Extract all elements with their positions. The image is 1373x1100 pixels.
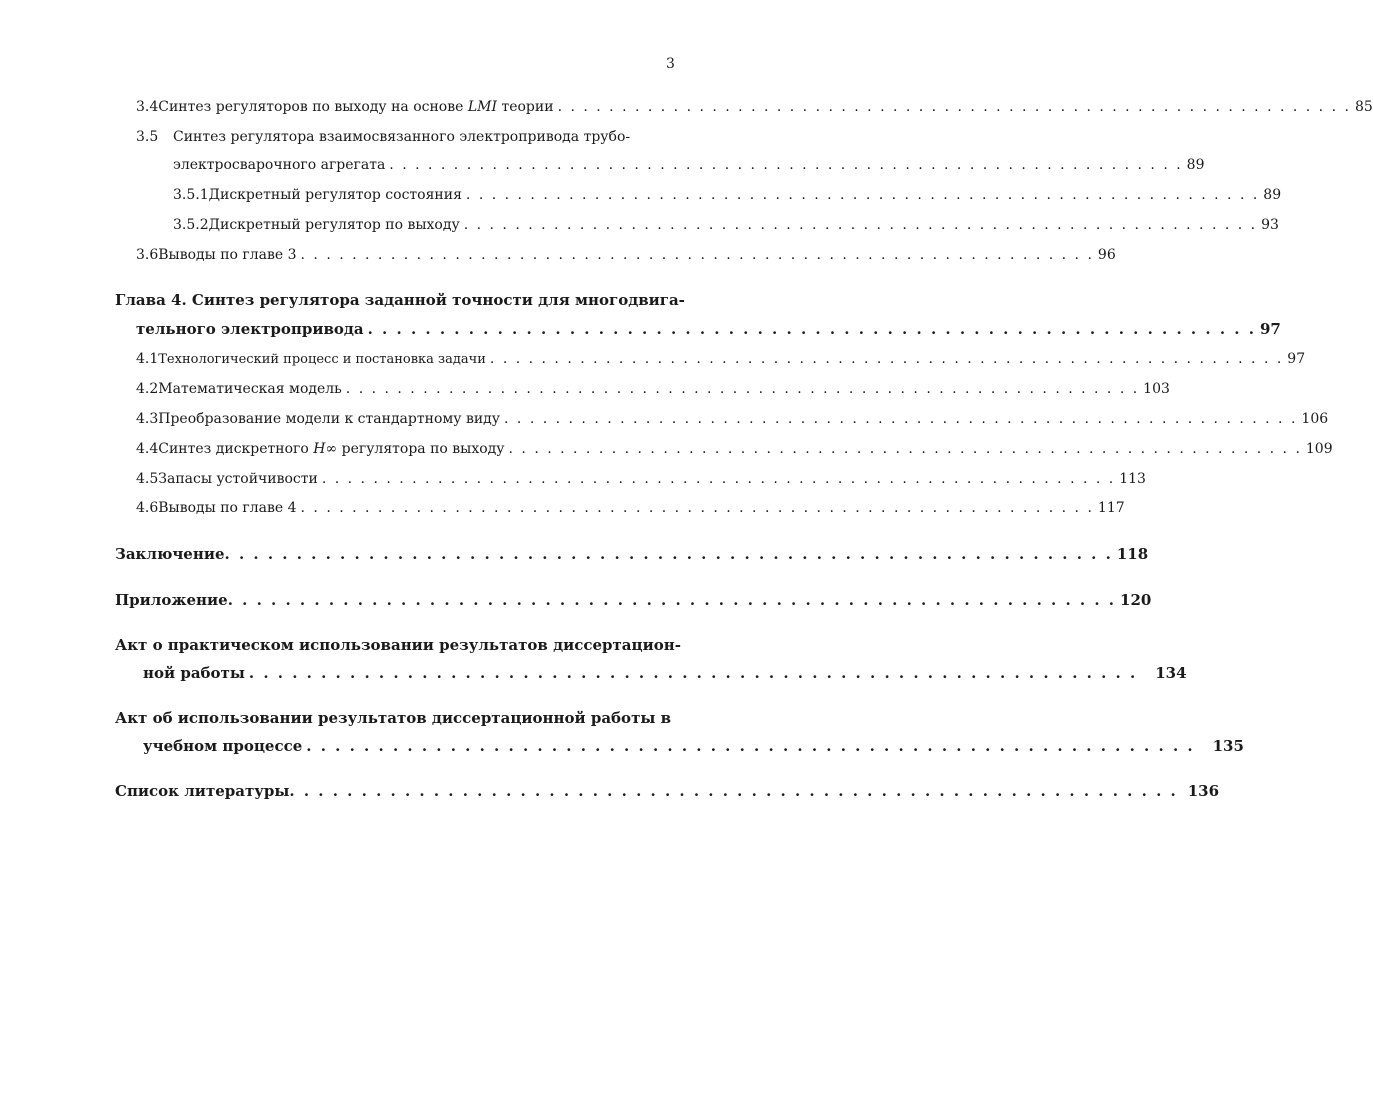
toc-title: Преобразование модели к стандартному виду — [158, 411, 501, 427]
toc-leader: . . . . . . . . . . . . . . . . . . . . . . . . . . . . . . . . . . . . . . . . . . . . . . . . . . . . . . . . . . . . . . — [345, 381, 1140, 397]
toc-leader: . . . . . . . . . . . . . . . . . . . . . . . . . . . . . . . . . . . . . . . . . . . . . . . . . . . . . . . . . . . . . . — [289, 782, 1178, 800]
toc-entry-4-6[interactable] — [136, 499, 1125, 517]
toc-title: Выводы по главе 4 — [158, 500, 297, 516]
toc-entry-3-4[interactable] — [136, 98, 1373, 116]
toc-page: 89 — [1263, 187, 1282, 203]
toc-leader: . . . . . . . . . . . . . . . . . . . . . . . . . . . . . . . . . . . . . . . . . . . . . . . . . . . . . . . . . . . . . . — [300, 247, 1094, 263]
toc-leader: . . . . . . . . . . . . . . . . . . . . . . . . . . . . . . . . . . . . . . . . . . . . . . . . . . . . . . . . . . . . . . — [557, 99, 1351, 115]
toc-entry-3-5-2[interactable] — [173, 216, 1279, 234]
toc-number: 3.4 — [136, 99, 159, 115]
toc-title: Запасы устойчивости — [158, 471, 318, 487]
toc-references[interactable] — [115, 782, 1220, 800]
toc-page: 85 — [1354, 99, 1373, 115]
toc-number: 4.1 — [136, 351, 159, 367]
toc-title: Синтез регуляторов по выходу на основе LMI теории — [158, 99, 554, 115]
toc-page: 135 — [1212, 737, 1244, 755]
toc-title: Синтез дискретного H∞ регулятора по выходу — [158, 441, 505, 457]
toc-leader: . . . . . . . . . . . . . . . . . . . . . . . . . . . . . . . . . . . . . . . . . . . . . . . . . . . . . . . . . . . . . . — [306, 737, 1195, 755]
toc-title: Приложение — [115, 591, 228, 609]
toc-title: Список литературы — [115, 782, 290, 800]
toc-leader: . . . . . . . . . . . . . . . . . . . . . . . . . . . . . . . . . . . . . . . . . . . . . . . . . . . . . . . . . . . . . . — [504, 411, 1298, 427]
toc-conclusion[interactable] — [115, 545, 1149, 563]
toc-page: 97 — [1259, 320, 1281, 338]
toc-title: Выводы по главе 3 — [158, 247, 297, 263]
toc-leader: . . . . . . . . . . . . . . . . . . . . . . . . . . . . . . . . . . . . . . . . . . . . . . . . . . . . . . . . . . . . . . — [367, 320, 1256, 338]
toc-page: 109 — [1305, 441, 1333, 457]
toc-page: 96 — [1097, 247, 1116, 263]
toc-title: Заключение — [115, 545, 225, 563]
toc-act-practical-line1[interactable]: Акт о практическом использовании результатов диссертацион- — [115, 636, 681, 654]
toc-title: Технологический процесс и постановка задачи — [158, 352, 486, 367]
toc-title-continued: электросварочного агрегата — [173, 157, 386, 173]
toc-number: 3.6 — [136, 247, 159, 263]
toc-title: Математическая модель — [158, 381, 342, 397]
toc-entry-4-4[interactable] — [136, 440, 1333, 458]
toc-page: 93 — [1261, 217, 1279, 233]
toc-entry-3-5-line2[interactable] — [173, 156, 1205, 174]
toc-act-education-line1[interactable]: Акт об использовании результатов диссертационной работы в — [115, 709, 672, 727]
toc-number: 4.2 — [136, 381, 159, 397]
toc-leader: . . . . . . . . . . . . . . . . . . . . . . . . . . . . . . . . . . . . . . . . . . . . . . . . . . . . . . . . . . . . . . — [227, 591, 1117, 609]
toc-entry-4-2[interactable] — [136, 380, 1170, 398]
toc-leader: . . . . . . . . . . . . . . . . . . . . . . . . . . . . . . . . . . . . . . . . . . . . . . . . . . . . . . . . . . . . . . — [465, 187, 1260, 203]
toc-page: 113 — [1119, 471, 1146, 487]
toc-leader: . . . . . . . . . . . . . . . . . . . . . . . . . . . . . . . . . . . . . . . . . . . . . . . . . . . . . . . . . . . . . . — [248, 664, 1138, 682]
toc-entry-3-5-line1[interactable] — [136, 128, 630, 146]
toc-title: Синтез регулятора взаимосвязанного электропривода трубо- — [173, 129, 631, 145]
toc-page: 89 — [1186, 157, 1205, 173]
toc-leader: . . . . . . . . . . . . . . . . . . . . . . . . . . . . . . . . . . . . . . . . . . . . . . . . . . . . . . . . . . . . . . — [224, 545, 1113, 563]
toc-entry-3-6[interactable] — [136, 246, 1116, 264]
toc-page: 118 — [1116, 545, 1149, 563]
toc-page: 134 — [1155, 664, 1187, 682]
toc-number: 4.6 — [136, 500, 159, 516]
toc-chapter-4-line1[interactable]: Глава 4. Синтез регулятора заданной точности для многодвига- — [115, 291, 685, 309]
toc-leader: . . . . . . . . . . . . . . . . . . . . . . . . . . . . . . . . . . . . . . . . . . . . . . . . . . . . . . . . . . . . . . — [300, 500, 1094, 516]
toc-page: 120 — [1120, 591, 1152, 609]
toc-act-practical-line2[interactable] — [143, 664, 1187, 682]
toc-entry-4-5[interactable] — [136, 470, 1146, 488]
toc-leader: . . . . . . . . . . . . . . . . . . . . . . . . . . . . . . . . . . . . . . . . . . . . . . . . . . . . . . . . . . . . . . — [508, 441, 1302, 457]
toc-number: 4.4 — [136, 441, 159, 457]
toc-page: 103 — [1143, 381, 1170, 397]
toc-chapter-4-line2[interactable] — [136, 320, 1281, 338]
toc-appendix[interactable] — [115, 591, 1152, 609]
toc-page: 117 — [1097, 500, 1125, 516]
toc-leader: . . . . . . . . . . . . . . . . . . . . . . . . . . . . . . . . . . . . . . . . . . . . . . . . . . . . . . . . . . . . . . — [463, 217, 1258, 233]
toc-title-continued: тельного электропривода — [136, 320, 364, 338]
toc-act-education-line2[interactable] — [143, 737, 1244, 755]
toc-title-continued: учебном процессе — [143, 737, 303, 755]
toc-number: 3.5.2 — [173, 217, 209, 233]
toc-title-continued: ной работы — [143, 664, 245, 682]
toc-number: 4.5 — [136, 471, 159, 487]
toc-number: 3.5.1 — [173, 187, 209, 203]
page-number: 3 — [666, 56, 675, 72]
toc-leader: . . . . . . . . . . . . . . . . . . . . . . . . . . . . . . . . . . . . . . . . . . . . . . . . . . . . . . . . . . . . . . — [389, 157, 1183, 173]
toc-leader: . . . . . . . . . . . . . . . . . . . . . . . . . . . . . . . . . . . . . . . . . . . . . . . . . . . . . . . . . . . . . . — [321, 471, 1116, 487]
toc-page: 106 — [1301, 411, 1329, 427]
toc-entry-4-1[interactable] — [136, 350, 1306, 369]
toc-title: Дискретный регулятор по выходу — [208, 217, 460, 233]
toc-number: 3.5 — [136, 129, 159, 145]
toc-page: 97 — [1287, 351, 1306, 367]
toc-entry-4-3[interactable] — [136, 410, 1329, 428]
toc-number: 4.3 — [136, 411, 159, 427]
toc-entry-3-5-1[interactable] — [173, 186, 1282, 204]
toc-page: 136 — [1187, 782, 1220, 800]
toc-leader: . . . . . . . . . . . . . . . . . . . . . . . . . . . . . . . . . . . . . . . . . . . . . . . . . . . . . . . . . . . . . . — [489, 351, 1284, 367]
toc-title: Дискретный регулятор состояния — [208, 187, 462, 203]
